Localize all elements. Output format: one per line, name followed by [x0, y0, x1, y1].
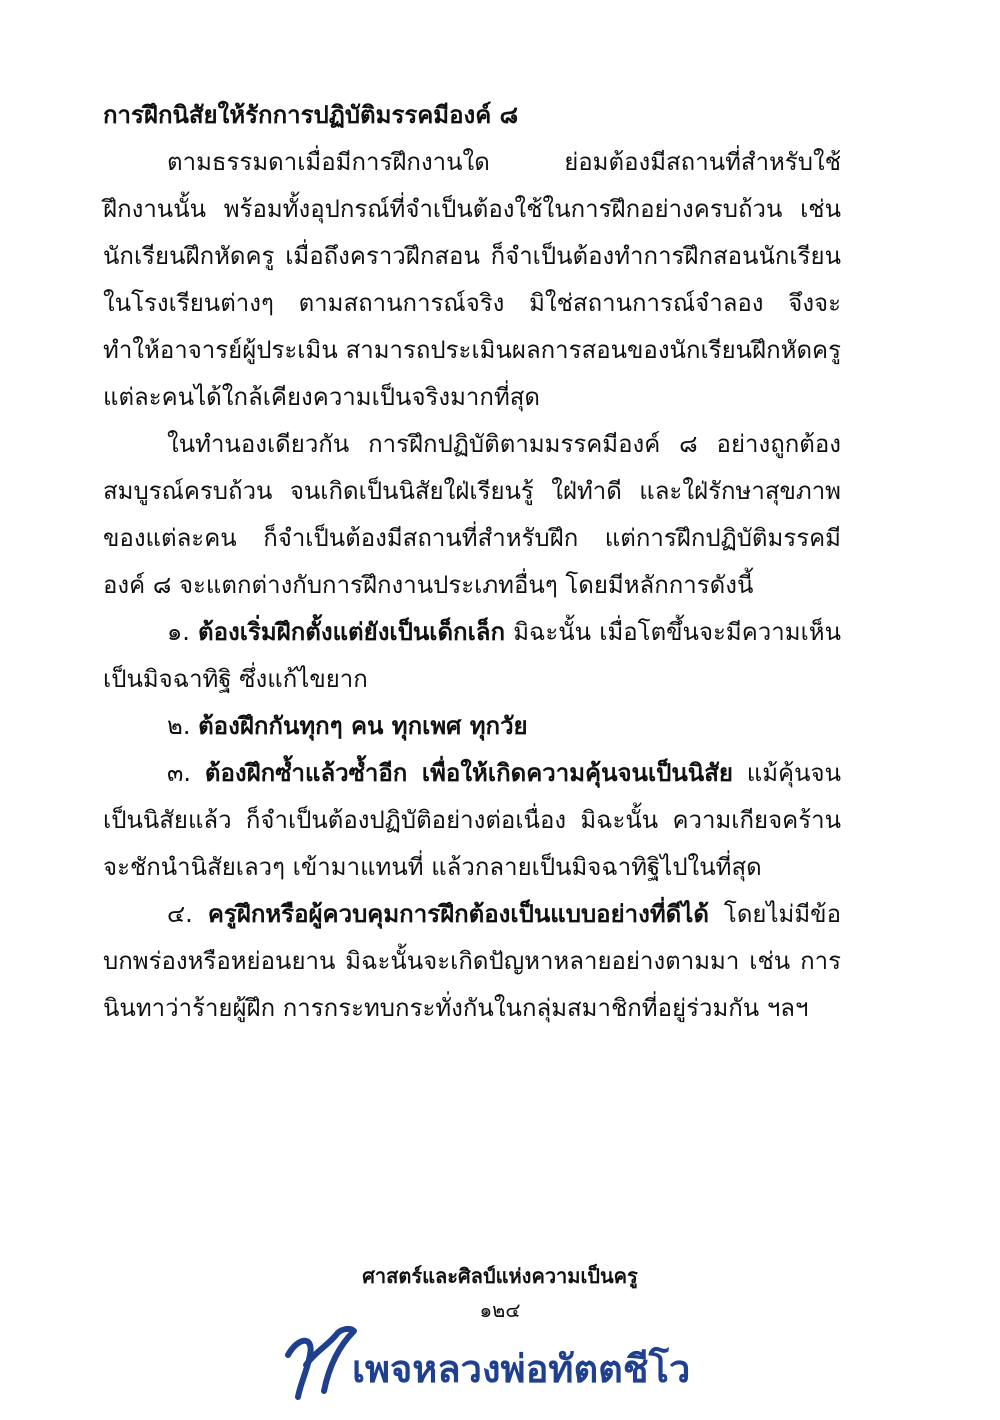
article-heading: การฝึกนิสัยให้รักการปฏิบัติมรรคมีองค์ ๘: [103, 101, 519, 129]
list-item-2: [103, 703, 841, 750]
brand-mark-icon: [280, 1325, 360, 1405]
list-item-3: [103, 750, 841, 891]
page-number: ๑๒๔: [479, 1298, 521, 1322]
item-bold-text: ต้องเริ่มฝึกตั้งแต่ยังเป็นเด็กเล็ก: [198, 618, 506, 646]
paragraph-1: ตามธรรมดาเมื่อมีการฝึกงานใด ย่อมต้องมีสถานที่สำหรับใช้ฝึกงานนั้น พร้อมทั้งอุปกรณ์ที่จำเป็นต้องใช้ในการฝึกอย่างครบถ้วน เช่น นักเรียนฝึกหัดครู เมื่อถึงคราวฝึกสอน ก็จำเป็นต้องทำการฝึกสอนนักเรียนในโรงเรียนต่างๆ ตามสถานการณ์จริง มิใช่สถานการณ์จำลอง จึงจะทำให้อาจารย์ผู้ประเมิน สามารถประเมินผลการสอนของนักเรียนฝึกหัดครูแต่ละคนได้ใกล้เคียงความเป็นจริงมากที่สุด: [103, 148, 841, 411]
item-text: โดยไม่มีข้อบกพร่องหรือหย่อนยาน มิฉะนั้นจะเกิดปัญหาหลายอย่างตามมา เช่น การนินทาว่าร้ายผู้ฝึก การกระทบกระทั่งกันในกลุ่มสมาชิกที่อยู่ร่วมกัน ฯลฯ: [103, 900, 841, 1022]
book-title: ศาสตร์และศิลป์แห่งความเป็นครู: [362, 1264, 638, 1288]
list-item-4: [103, 891, 841, 1032]
item-text: แม้คุ้นจนเป็นนิสัยแล้ว ก็จำเป็นต้องปฏิบัติอย่างต่อเนื่อง มิฉะนั้น ความเกียจคร้านจะชักนำนิสัยเลวๆ เข้ามาแทนที่ แล้วกลายเป็นมิจฉาทิฐิไปในที่สุด: [103, 759, 841, 881]
paragraph-2: ในทำนองเดียวกัน การฝึกปฏิบัติตามมรรคมีองค์ ๘ อย่างถูกต้องสมบูรณ์ครบถ้วน จนเกิดเป็นนิสัยใฝ่เรียนรู้ ใฝ่ทำดี และใฝ่รักษาสุขภาพของแต่ละคน ก็จำเป็นต้องมีสถานที่สำหรับฝึก แต่การฝึกปฏิบัติมรรคมีองค์ ๘ จะแตกต่างกับการฝึกงานประเภทอื่นๆ โดยมีหลักการดังนี้: [103, 430, 841, 599]
item-bold-text: ต้องฝึกกันทุกๆ คน ทุกเพศ ทุกวัย: [198, 712, 528, 740]
item-bold-text: ครูฝึกหรือผู้ควบคุมการฝึกต้องเป็นแบบอย่างที่ดีได้: [207, 900, 709, 928]
brand-text: เพจหลวงพ่อทัตตชีโว: [352, 1347, 691, 1391]
item-number: ๔.: [167, 900, 193, 928]
list-item-1: [103, 609, 841, 703]
brand-logo: [280, 1325, 740, 1405]
item-number: ๑.: [167, 618, 190, 646]
item-number: ๒.: [167, 712, 191, 740]
article-body: [103, 92, 841, 1032]
item-bold-text: ต้องฝึกซ้ำแล้วซ้ำอีก เพื่อให้เกิดความคุ้นจนเป็นนิสัย: [204, 759, 733, 787]
item-number: ๓.: [167, 759, 192, 787]
item-text: มิฉะนั้น เมื่อโตขึ้นจะมีความเห็นเป็นมิจฉาทิฐิ ซึ่งแก้ไขยาก: [103, 618, 841, 693]
